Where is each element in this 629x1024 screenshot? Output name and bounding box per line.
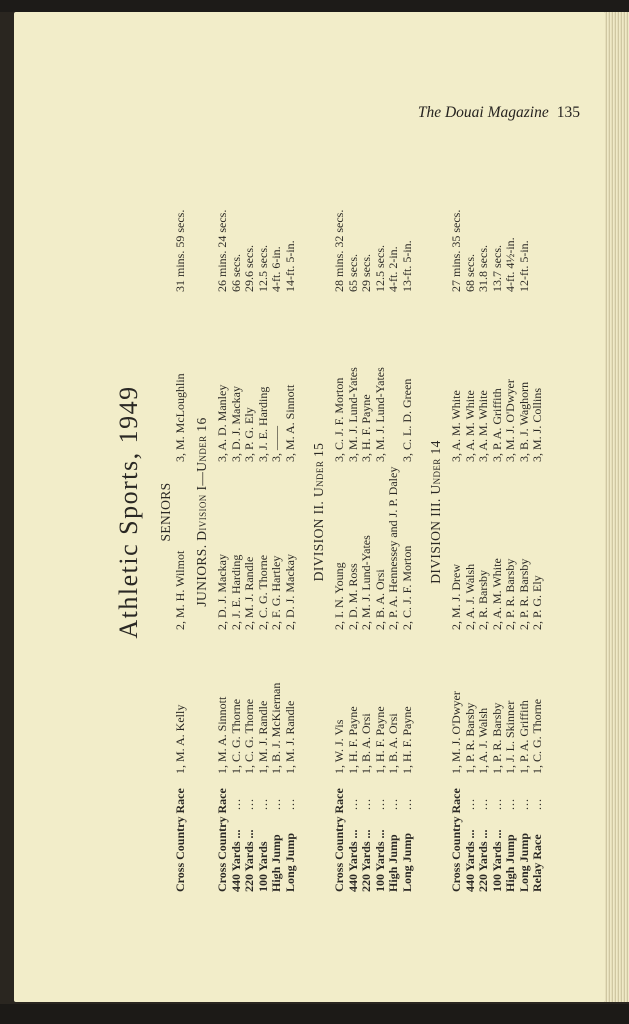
seniors-second: 2, M. H. Wilmot bbox=[173, 550, 187, 630]
row-event: Long Jump bbox=[516, 832, 531, 892]
row-third: 3, M. J. O'Dwyer bbox=[503, 379, 517, 462]
row-second: 2, A. J. Walsh bbox=[462, 563, 477, 630]
row-first: 1, C. G. Thorne bbox=[228, 698, 243, 774]
row-first: 1, H. F. Payne bbox=[399, 706, 414, 774]
row-dots: ... bbox=[269, 798, 283, 810]
row-first: 1, B. J. McKiernan bbox=[269, 682, 283, 774]
running-head bbox=[315, 104, 580, 122]
division-heading: JUNIORS. Division I—Under 16 bbox=[194, 417, 209, 607]
row-event: 100 Yards bbox=[255, 841, 270, 892]
row-dots: ... bbox=[359, 798, 373, 810]
magazine-title: The Douai Magazine bbox=[417, 104, 549, 121]
row-dots: ... bbox=[255, 798, 270, 810]
row-event: 220 Yards ... bbox=[242, 829, 256, 892]
row-result: 28 mins. 32 secs. bbox=[332, 209, 346, 292]
row-dots: ... bbox=[282, 798, 297, 810]
row-first: 1, W. J. Vis bbox=[332, 719, 346, 774]
row-event: Long Jump bbox=[282, 832, 297, 892]
row-result: 68 secs. bbox=[462, 254, 477, 292]
row-result: 4-ft. 2-in. bbox=[386, 246, 400, 292]
row-result: 4-ft. 4½-in. bbox=[503, 237, 517, 292]
seniors-first: 1, M. A. Kelly bbox=[173, 704, 187, 774]
row-dots: ... bbox=[386, 798, 400, 810]
row-event: 220 Yards ... bbox=[476, 829, 490, 892]
row-second: 2, A. M. White bbox=[489, 558, 504, 630]
seniors-event: Cross Country Race bbox=[173, 788, 187, 892]
row-second: 2, I. N. Young bbox=[332, 562, 346, 630]
row-first: 1, H. F. Payne bbox=[345, 706, 360, 774]
page-number: 135 bbox=[556, 104, 580, 121]
row-result: 29.6 secs. bbox=[242, 245, 256, 292]
book-bottom-edge bbox=[0, 1004, 629, 1024]
seniors-heading: SENIORS bbox=[158, 482, 173, 542]
row-dots: ... bbox=[476, 798, 490, 810]
row-second: 2, P. A. Hennessey and J. P. Daley bbox=[386, 466, 400, 630]
row-dots: ... bbox=[345, 798, 360, 810]
row-third: 3, —— bbox=[269, 426, 283, 462]
row-first: 1, B. A. Orsi bbox=[386, 713, 400, 774]
row-event: 220 Yards ... bbox=[359, 829, 373, 892]
page-edges bbox=[605, 12, 629, 1002]
row-dots: ... bbox=[530, 798, 544, 810]
row-event: Long Jump bbox=[399, 832, 414, 892]
row-third: 3, A. D. Manley bbox=[215, 384, 229, 462]
row-second: 2, M. J. Randle bbox=[242, 556, 256, 630]
row-third: 3, P. G. Ely bbox=[242, 407, 256, 462]
row-third: 3, A. M. White bbox=[449, 390, 463, 462]
row-dots: ... bbox=[228, 798, 243, 810]
row-dots: ... bbox=[503, 798, 517, 810]
row-first: 1, B. A. Orsi bbox=[359, 713, 373, 774]
row-third: 3, D. J. Mackay bbox=[228, 386, 243, 462]
row-dots: ... bbox=[399, 798, 414, 810]
row-first: 1, H. F. Payne bbox=[372, 706, 387, 774]
row-third: 3, C. J. F. Morton bbox=[332, 377, 346, 462]
row-dots: ... bbox=[242, 798, 256, 810]
row-result: 26 mins. 24 secs. bbox=[215, 209, 229, 292]
row-second: 2, F. G. Hartley bbox=[269, 555, 283, 630]
row-event: High Jump bbox=[503, 834, 517, 892]
row-event: 440 Yards ... bbox=[228, 829, 243, 892]
row-event: 440 Yards ... bbox=[462, 829, 477, 892]
row-dots: ... bbox=[516, 798, 531, 810]
row-result: 14-ft. 5-in. bbox=[282, 240, 297, 292]
row-third: 3, M. J. Lund-Yates bbox=[372, 367, 387, 462]
row-first: 1, C. G. Thorne bbox=[530, 698, 544, 774]
row-third: 3, M. J. Lund-Yates bbox=[345, 367, 360, 462]
row-first: 1, A. J. Walsh bbox=[476, 707, 490, 774]
row-second: 2, D. J. Mackay bbox=[215, 554, 229, 630]
seniors-third: 3, M. McLoughlin bbox=[173, 373, 187, 462]
row-dots: ... bbox=[489, 798, 504, 810]
row-event: 100 Yards ... bbox=[372, 829, 387, 892]
row-result: 66 secs. bbox=[228, 254, 243, 292]
row-first: 1, M. A. Sinnott bbox=[215, 696, 229, 774]
row-result: 65 secs. bbox=[345, 254, 360, 292]
row-dots: ... bbox=[372, 798, 387, 810]
row-second: 2, P. R. Barsby bbox=[503, 558, 517, 630]
page-title: Athletic Sports, 1949 bbox=[114, 385, 143, 639]
row-first: 1, M. J. O'Dwyer bbox=[449, 691, 463, 774]
row-second: 2, P. G. Ely bbox=[530, 575, 544, 630]
row-first: 1, C. G. Thorne bbox=[242, 698, 256, 774]
row-first: 1, P. R. Barsby bbox=[489, 702, 504, 774]
row-third: 3, M. J. Collins bbox=[530, 387, 544, 462]
row-third: 3, P. A. Griffith bbox=[489, 388, 504, 462]
row-second: 2, R. Barsby bbox=[476, 570, 490, 630]
row-third: 3, C. L. D. Green bbox=[399, 378, 414, 462]
row-second: 2, M. J. Drew bbox=[449, 564, 463, 630]
row-first: 1, P. A. Griffith bbox=[516, 700, 531, 774]
row-third: 3, M. A. Sinnott bbox=[282, 384, 297, 462]
row-result: 12.5 secs. bbox=[255, 245, 270, 292]
row-first: 1, P. R. Barsby bbox=[462, 702, 477, 774]
row-third: 3, A. M. White bbox=[462, 390, 477, 462]
row-first: 1, J. L. Skinner bbox=[503, 700, 517, 774]
row-event: High Jump bbox=[386, 834, 400, 892]
results-table bbox=[114, 132, 544, 892]
row-second: 2, D. M. Ross bbox=[345, 563, 360, 630]
row-event: 100 Yards ... bbox=[489, 829, 504, 892]
row-second: 2, M. J. Lund-Yates bbox=[359, 535, 373, 630]
row-second: 2, D. J. Mackay bbox=[282, 554, 297, 630]
row-result: 12-ft. 5-in. bbox=[516, 240, 531, 292]
row-first: 1, M. J. Randle bbox=[255, 700, 270, 774]
row-event: Relay Race bbox=[530, 834, 544, 892]
row-second: 2, C. J. F. Morton bbox=[399, 545, 414, 630]
row-third: 3, H. F. Payne bbox=[359, 394, 373, 462]
row-result: 29 secs. bbox=[359, 254, 373, 292]
row-second: 2, J. E. Harding bbox=[228, 554, 243, 630]
row-second: 2, C. G. Thorne bbox=[255, 554, 270, 630]
row-result: 12.5 secs. bbox=[372, 245, 387, 292]
row-second: 2, B. A. Orsi bbox=[372, 569, 387, 630]
row-event: 440 Yards ... bbox=[345, 829, 360, 892]
seniors-result: 31 mins. 59 secs. bbox=[173, 209, 187, 292]
row-second: 2, P. R. Barsby bbox=[516, 558, 531, 630]
row-event: Cross Country Race bbox=[332, 788, 346, 892]
row-result: 13-ft. 5-in. bbox=[399, 240, 414, 292]
division-heading: DIVISION II. Under 15 bbox=[311, 442, 326, 582]
row-third: 3, A. M. White bbox=[476, 390, 490, 462]
row-result: 4-ft. 6-in. bbox=[269, 246, 283, 292]
row-event: Cross Country Race bbox=[215, 788, 229, 892]
row-result: 31.8 secs. bbox=[476, 245, 490, 292]
book-top-edge bbox=[0, 0, 629, 12]
row-first: 1, M. J. Randle bbox=[282, 700, 297, 774]
row-dots: ... bbox=[462, 798, 477, 810]
division-heading: DIVISION III. Under 14 bbox=[428, 440, 443, 584]
row-third: 3, B. J. Waghorn bbox=[516, 381, 531, 462]
row-event: Cross Country Race bbox=[449, 788, 463, 892]
row-result: 13.7 secs. bbox=[489, 245, 504, 292]
row-result: 27 mins. 35 secs. bbox=[449, 209, 463, 292]
row-third: 3, J. E. Harding bbox=[255, 386, 270, 462]
row-event: High Jump bbox=[269, 834, 283, 892]
